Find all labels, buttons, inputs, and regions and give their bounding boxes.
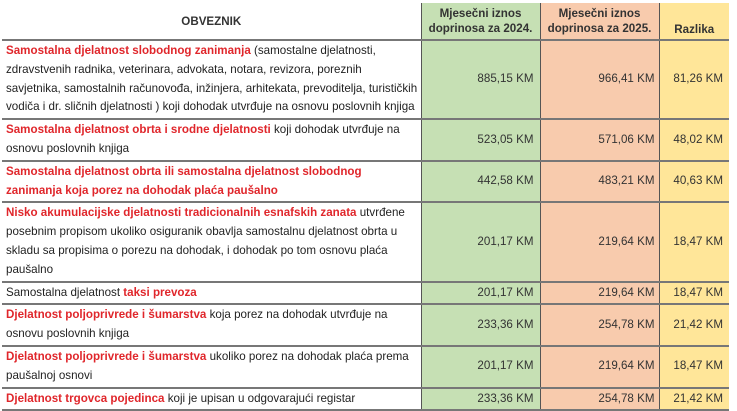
obveznik-cell xyxy=(2,388,421,411)
obveznik-highlight: Samostalna djelatnost obrta i srodne djelatnosti xyxy=(6,123,271,137)
amount-2024: 442,58 KM xyxy=(421,161,540,203)
obveznik-cell xyxy=(2,40,421,119)
obveznik-cell xyxy=(2,119,421,161)
amount-2025: 219,64 KM xyxy=(540,202,659,281)
obveznik-rest: koji je upisan u odgovarajući registar xyxy=(164,391,356,405)
amount-2024: 201,17 KM xyxy=(421,346,540,388)
table-row xyxy=(2,202,729,281)
amount-2025: 219,64 KM xyxy=(540,282,659,305)
obveznik-highlight: Samostalna djelatnost obrta ili samostalna djelatnost slobodnog zanimanja koja porez na dohodak plaća paušalno xyxy=(6,164,362,197)
amount-difference: 40,63 KM xyxy=(659,161,729,203)
table-row xyxy=(2,346,729,388)
table-row xyxy=(2,40,729,119)
obveznik-cell xyxy=(2,161,421,203)
obveznik-highlight: Djelatnost poljoprivrede i šumarstva xyxy=(6,308,207,322)
header-2024: Mjesečni iznos doprinosa za 2024. xyxy=(421,3,540,40)
header-obveznik: OBVEZNIK xyxy=(2,3,421,40)
amount-2024: 885,15 KM xyxy=(421,40,540,119)
obveznik-prefix: Samostalna djelatnost xyxy=(6,285,124,299)
header-razlika: Razlika xyxy=(659,3,729,40)
obveznik-highlight: Nisko akumulacijske djelatnosti tradicionalnih esnafskih zanata xyxy=(6,206,357,220)
amount-difference: 48,02 KM xyxy=(659,119,729,161)
obveznik-highlight: Djelatnost poljoprivrede i šumarstva xyxy=(6,349,207,363)
obveznik-highlight: Samostalna djelatnost slobodnog zanimanja xyxy=(6,44,251,57)
header-2025: Mjesečni iznos doprinosa za 2025. xyxy=(540,3,659,40)
table-row xyxy=(2,304,729,346)
table-row xyxy=(2,161,729,203)
obveznik-highlight: Djelatnost trgovca pojedinca xyxy=(6,391,165,405)
amount-2024: 201,17 KM xyxy=(421,282,540,305)
amount-2025: 254,78 KM xyxy=(540,388,659,411)
table-row xyxy=(2,119,729,161)
amount-difference: 18,47 KM xyxy=(659,346,729,388)
header-row xyxy=(2,3,729,40)
amount-difference: 81,26 KM xyxy=(659,40,729,119)
table-row xyxy=(2,282,729,305)
obveznik-rest: ukoliko porez na dohodak plaća prema paušalnoj osnovi xyxy=(6,349,409,382)
obveznik-rest: koja porez na dohodak utvrđuje na osnovu poslovnih knjiga xyxy=(6,308,388,341)
amount-difference: 18,47 KM xyxy=(659,202,729,281)
amount-difference: 18,47 KM xyxy=(659,282,729,305)
amount-2025: 571,06 KM xyxy=(540,119,659,161)
amount-2025: 483,21 KM xyxy=(540,161,659,203)
obveznik-highlight: taksi prevoza xyxy=(123,285,197,299)
obveznik-cell xyxy=(2,282,421,305)
obveznik-cell xyxy=(2,304,421,346)
amount-2025: 966,41 KM xyxy=(540,40,659,119)
amount-2024: 233,36 KM xyxy=(421,388,540,411)
obveznik-rest: (samostalne djelatnosti, zdravstvenih radnika, veterinara, advokata, notara, revizora, poreznih savjetnika, samostalnih računovođa, inžinjera, arhitekata, prevoditelja, turističkih vodiča i dr. sličnih djelatnosti ) koji dohodak utvrđuje na osnovu poslovnih knjiga xyxy=(6,44,418,114)
obveznik-cell xyxy=(2,346,421,388)
amount-2025: 254,78 KM xyxy=(540,304,659,346)
amount-difference: 21,42 KM xyxy=(659,388,729,411)
obveznik-cell xyxy=(2,202,421,281)
table-row xyxy=(2,388,729,411)
amount-difference: 21,42 KM xyxy=(659,304,729,346)
contribution-table xyxy=(2,3,729,411)
amount-2025: 219,64 KM xyxy=(540,346,659,388)
obveznik-rest: koji dohodak utvrđuje na osnovu poslovnih knjiga xyxy=(6,123,400,155)
obveznik-rest: utvrđene posebnim propisom ukoliko osiguranik obavlja samostalnu djelatnost obrta u skladu sa propisima o porezu na dohodak, i dohodak po tom osnovu plaća paušalno xyxy=(6,206,405,276)
amount-2024: 523,05 KM xyxy=(421,119,540,161)
amount-2024: 233,36 KM xyxy=(421,304,540,346)
amount-2024: 201,17 KM xyxy=(421,202,540,281)
